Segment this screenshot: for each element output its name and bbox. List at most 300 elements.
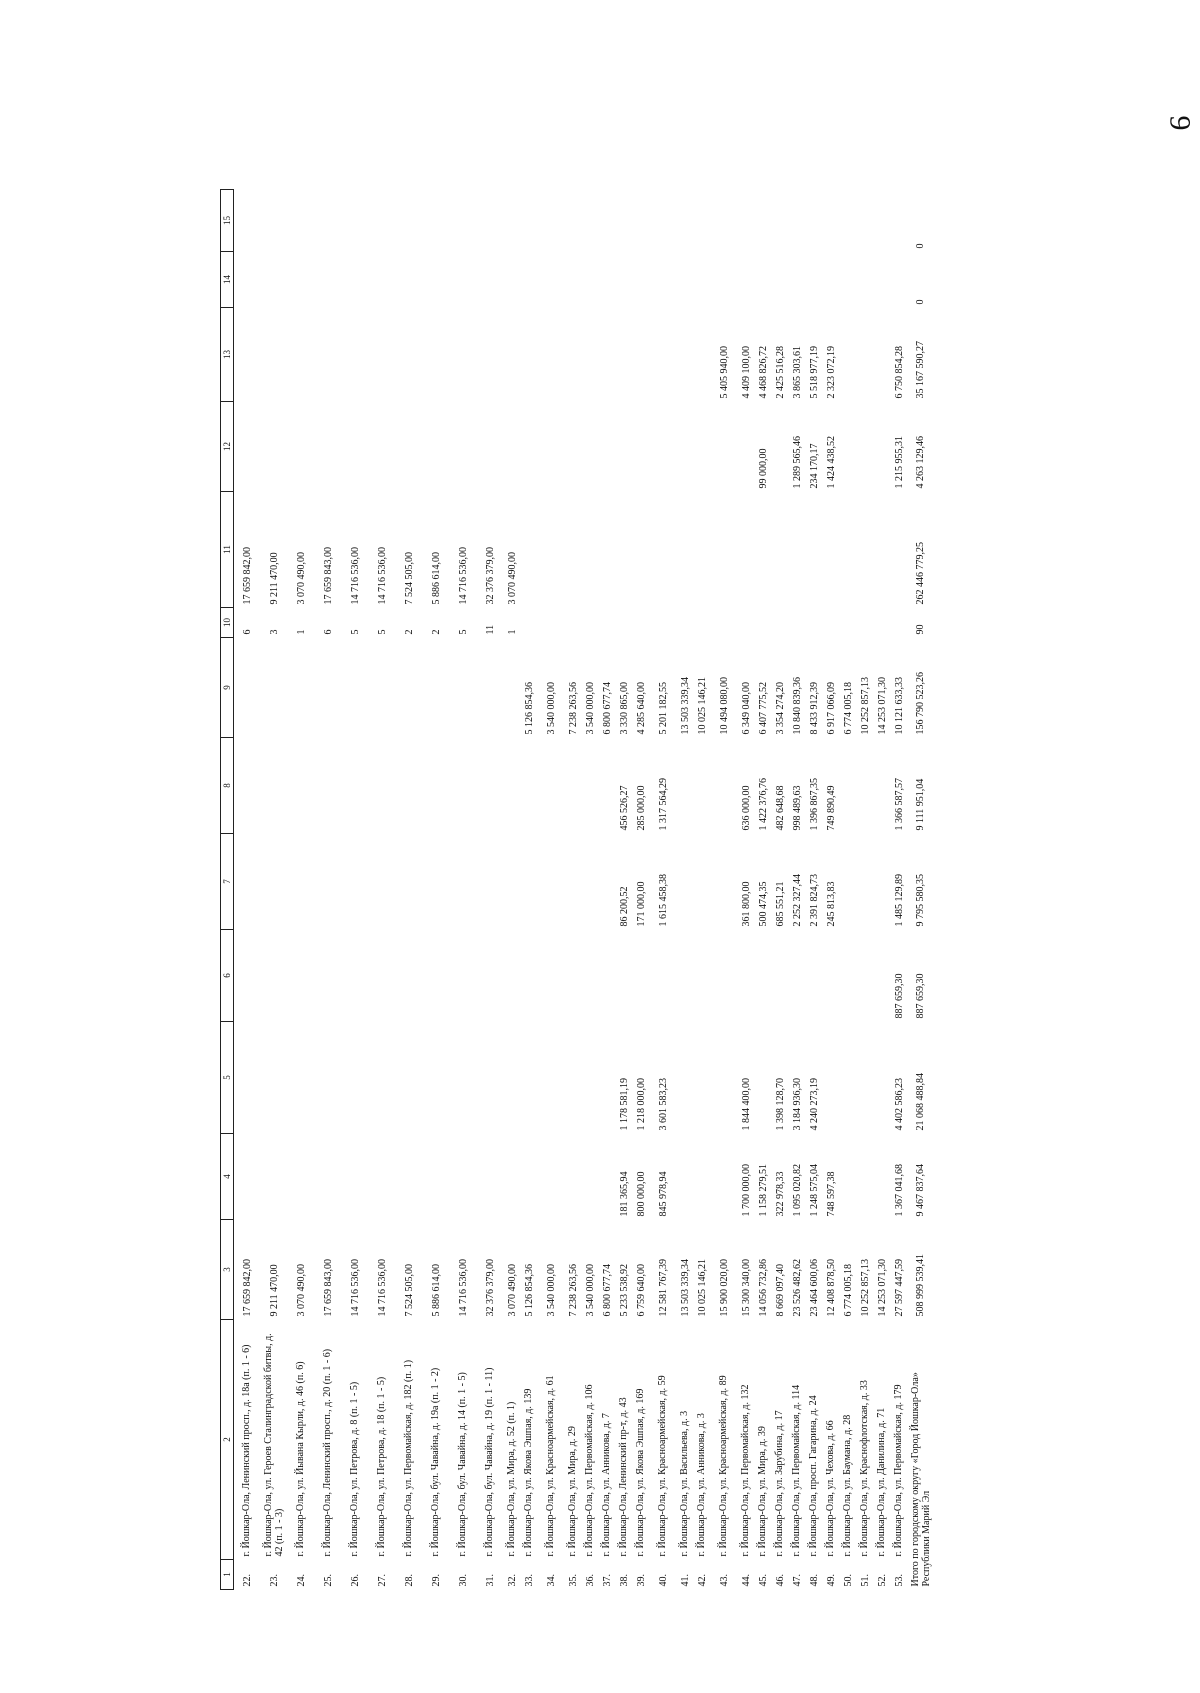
value-cell-c9: 6 800 677,74 <box>602 682 613 735</box>
value-cell-c12 <box>874 402 891 492</box>
value-cell-c14 <box>616 252 633 308</box>
value-cell-c7 <box>477 834 504 930</box>
value-cell-c7 <box>582 834 599 930</box>
value-cell-c11: 7 524 505,00 <box>404 552 415 605</box>
value-cell-c10 <box>857 608 874 638</box>
value-cell-c5 <box>755 1022 772 1134</box>
value-cell-c13 <box>423 308 450 402</box>
value-cell-c14 <box>565 252 582 308</box>
total-cell-c12: 4 263 129,46 <box>915 436 927 489</box>
value-cell-c6 <box>823 930 840 1022</box>
value-cell-c5 <box>261 1022 288 1134</box>
value-cell-c9: 5 201 182,55 <box>658 682 669 735</box>
value-cell-c7 <box>234 834 262 930</box>
value-cell-c7 <box>677 834 694 930</box>
value-cell-c11 <box>694 492 711 608</box>
value-cell-c12 <box>423 402 450 492</box>
value-cell-c4 <box>521 1134 538 1220</box>
value-cell-c5 <box>423 1022 450 1134</box>
address-cell: г. Йошкар-Ола, ул. Красноармейская, д. 61 <box>545 1375 557 1557</box>
table-row <box>755 190 772 1590</box>
value-cell-c6 <box>582 930 599 1022</box>
value-cell-c12 <box>521 402 538 492</box>
value-cell-c11: 9 211 470,00 <box>269 552 280 605</box>
value-cell-c4 <box>677 1134 694 1220</box>
column-header-12: 12 <box>221 402 234 492</box>
row-number: 53. <box>894 1574 905 1587</box>
value-cell-c9: 3 540 000,00 <box>585 682 596 735</box>
value-cell-c6 <box>755 930 772 1022</box>
value-cell-c14 <box>823 252 840 308</box>
value-cell-c13: 6 750 854,28 <box>894 346 905 399</box>
value-cell-c8 <box>504 738 521 834</box>
value-cell-c11 <box>616 492 633 608</box>
row-number: 49. <box>826 1574 837 1587</box>
value-cell-c3: 3 540 000,00 <box>546 1264 557 1317</box>
total-cell-c3: 508 999 539,41 <box>915 1254 927 1317</box>
value-cell-c7: 685 551,21 <box>775 881 786 927</box>
value-cell-c6 <box>711 930 738 1022</box>
value-cell-c10 <box>565 608 582 638</box>
value-cell-c3: 14 716 536,00 <box>377 1259 388 1317</box>
value-cell-c8 <box>423 738 450 834</box>
value-cell-c3: 3 070 490,00 <box>507 1264 518 1317</box>
value-cell-c8 <box>874 738 891 834</box>
row-number: 43. <box>719 1574 730 1587</box>
value-cell-c4 <box>234 1134 262 1220</box>
value-cell-c12 <box>504 402 521 492</box>
value-cell-c15 <box>755 190 772 252</box>
value-cell-c3: 5 126 854,36 <box>524 1264 535 1317</box>
value-cell-c11 <box>755 492 772 608</box>
value-cell-c14 <box>599 252 616 308</box>
value-cell-c15 <box>650 190 677 252</box>
value-cell-c13 <box>288 308 315 402</box>
value-cell-c8: 482 648,68 <box>775 785 786 831</box>
value-cell-c13 <box>396 308 423 402</box>
value-cell-c9: 7 238 263,56 <box>568 682 579 735</box>
table-row <box>261 190 288 1590</box>
table-row <box>369 190 396 1590</box>
value-cell-c10: 5 <box>458 629 469 635</box>
table-row <box>521 190 538 1590</box>
value-cell-c15 <box>521 190 538 252</box>
table-row <box>396 190 423 1590</box>
value-cell-c4: 1 158 279,51 <box>758 1164 769 1217</box>
value-cell-c10 <box>616 608 633 638</box>
value-cell-c9: 3 540 000,00 <box>546 682 557 735</box>
value-cell-c5 <box>565 1022 582 1134</box>
value-cell-c7: 1 615 458,38 <box>658 874 669 927</box>
value-cell-c8 <box>538 738 565 834</box>
value-cell-c15 <box>261 190 288 252</box>
address-cell: г. Йошкар-Ола, бул. Чавайна, д. 19а (п. 1 - 2) <box>430 1367 442 1557</box>
address-cell: г. Йошкар-Ола, ул. Зарубина, д. 17 <box>774 1410 786 1557</box>
value-cell-c7 <box>423 834 450 930</box>
value-cell-c11 <box>857 492 874 608</box>
value-cell-c4: 845 978,94 <box>658 1171 669 1217</box>
value-cell-c12 <box>857 402 874 492</box>
value-cell-c7: 2 391 824,73 <box>809 874 820 927</box>
value-cell-c8 <box>565 738 582 834</box>
value-cell-c12 <box>599 402 616 492</box>
value-cell-c3: 12 581 767,39 <box>658 1259 669 1317</box>
table-row <box>772 190 789 1590</box>
value-cell-c12 <box>840 402 857 492</box>
table-row <box>650 190 677 1590</box>
value-cell-c12 <box>650 402 677 492</box>
table-row <box>857 190 874 1590</box>
value-cell-c3: 13 503 339,34 <box>680 1259 691 1317</box>
value-cell-c14 <box>538 252 565 308</box>
column-header-3: 3 <box>221 1220 234 1320</box>
value-cell-c10 <box>677 608 694 638</box>
value-cell-c8: 1 317 564,29 <box>658 778 669 831</box>
value-cell-c6 <box>857 930 874 1022</box>
row-number: 27. <box>377 1574 388 1587</box>
total-cell-c4: 9 467 837,64 <box>915 1164 927 1217</box>
table-row <box>315 190 342 1590</box>
value-cell-c9: 3 330 865,00 <box>619 682 630 735</box>
value-cell-c10 <box>738 608 755 638</box>
value-cell-c9: 3 354 274,20 <box>775 682 786 735</box>
value-cell-c7: 1 485 129,89 <box>894 874 905 927</box>
value-cell-c7 <box>840 834 857 930</box>
value-cell-c6 <box>450 930 477 1022</box>
value-cell-c3: 6 759 640,00 <box>636 1264 647 1317</box>
value-cell-c9 <box>234 638 262 738</box>
value-cell-c4: 1 248 575,04 <box>809 1164 820 1217</box>
row-number: 31. <box>485 1574 496 1587</box>
value-cell-c10 <box>823 608 840 638</box>
header-row <box>221 190 234 1590</box>
value-cell-c8: 998 489,63 <box>792 785 803 831</box>
value-cell-c13: 2 323 072,19 <box>826 346 837 399</box>
value-cell-c14 <box>857 252 874 308</box>
page-number: 9 <box>1163 115 1197 131</box>
rotated-table-container <box>220 190 1020 1590</box>
value-cell-c5 <box>857 1022 874 1134</box>
address-cell: г. Йошкар-Ола, ул. Йывана Кырли, д. 46 (п. 6) <box>295 1361 307 1557</box>
value-cell-c6 <box>288 930 315 1022</box>
table-row <box>806 190 823 1590</box>
value-cell-c14 <box>694 252 711 308</box>
value-cell-c4 <box>694 1134 711 1220</box>
value-cell-c14 <box>582 252 599 308</box>
value-cell-c15 <box>772 190 789 252</box>
value-cell-c12: 1 289 565,46 <box>792 436 803 489</box>
column-header-15: 15 <box>221 190 234 252</box>
value-cell-c10: 11 <box>485 624 496 635</box>
value-cell-c15 <box>677 190 694 252</box>
value-cell-c5 <box>694 1022 711 1134</box>
row-number: 30. <box>458 1574 469 1587</box>
value-cell-c9 <box>315 638 342 738</box>
value-cell-c12 <box>677 402 694 492</box>
value-cell-c3: 5 886 614,00 <box>431 1264 442 1317</box>
value-cell-c11 <box>677 492 694 608</box>
column-header-11: 11 <box>221 492 234 608</box>
value-cell-c9 <box>504 638 521 738</box>
value-cell-c13: 5 518 977,19 <box>809 346 820 399</box>
value-cell-c13 <box>450 308 477 402</box>
value-cell-c8: 1 422 376,76 <box>758 778 769 831</box>
value-cell-c7 <box>565 834 582 930</box>
value-cell-c6 <box>261 930 288 1022</box>
total-cell-c5: 21 068 488,84 <box>915 1073 927 1131</box>
value-cell-c8: 285 000,00 <box>636 785 647 831</box>
row-number: 34. <box>546 1574 557 1587</box>
column-header-4: 4 <box>221 1134 234 1220</box>
value-cell-c11: 14 716 536,00 <box>458 547 469 605</box>
value-cell-c10 <box>694 608 711 638</box>
row-number: 40. <box>658 1574 669 1587</box>
value-cell-c7 <box>288 834 315 930</box>
value-cell-c5 <box>711 1022 738 1134</box>
value-cell-c7 <box>874 834 891 930</box>
total-cell-c15: 0 <box>915 243 927 249</box>
value-cell-c14 <box>261 252 288 308</box>
value-cell-c11 <box>806 492 823 608</box>
address-cell: г. Йошкар-Ола, ул. Петрова, д. 18 (п. 1 - 5) <box>376 1376 388 1557</box>
column-header-6: 6 <box>221 930 234 1022</box>
row-number: 25. <box>323 1574 334 1587</box>
value-cell-c14 <box>738 252 755 308</box>
column-header-14: 14 <box>221 252 234 308</box>
value-cell-c5 <box>396 1022 423 1134</box>
value-cell-c8 <box>694 738 711 834</box>
value-cell-c9: 10 025 146,21 <box>697 677 708 735</box>
value-cell-c3: 10 252 857,13 <box>860 1259 871 1317</box>
address-cell: г. Йошкар-Ола, ул. Героев Сталинградской битвы, д. 42 (п. 1 - 3) <box>263 1333 285 1557</box>
table-row <box>342 190 369 1590</box>
value-cell-c10: 6 <box>323 629 334 635</box>
value-cell-c14 <box>840 252 857 308</box>
total-cell-c8: 9 111 951,04 <box>915 778 927 831</box>
address-cell: г. Йошкар-Ола, ул. Первомайская, д. 132 <box>740 1384 752 1557</box>
value-cell-c10: 5 <box>377 629 388 635</box>
value-cell-c14 <box>874 252 891 308</box>
address-cell: г. Йошкар-Ола, ул. Первомайская, д. 106 <box>584 1384 596 1557</box>
row-number: 26. <box>350 1574 361 1587</box>
value-cell-c6 <box>342 930 369 1022</box>
value-cell-c5 <box>450 1022 477 1134</box>
total-label: Итого по городскому округу «Город Йошкар-Ола» Республики Марий Эл <box>910 1372 932 1587</box>
value-cell-c5 <box>477 1022 504 1134</box>
value-cell-c9: 8 433 912,39 <box>809 682 820 735</box>
value-cell-c8: 1 366 587,57 <box>894 778 905 831</box>
total-cell-c9: 156 790 523,26 <box>915 672 927 735</box>
value-cell-c11 <box>521 492 538 608</box>
value-cell-c9: 6 917 066,09 <box>826 682 837 735</box>
value-cell-c14 <box>315 252 342 308</box>
value-cell-c8 <box>234 738 262 834</box>
value-cell-c10 <box>806 608 823 638</box>
value-cell-c10 <box>633 608 650 638</box>
table-row <box>234 190 262 1590</box>
value-cell-c14 <box>711 252 738 308</box>
value-cell-c12 <box>772 402 789 492</box>
value-cell-c7 <box>711 834 738 930</box>
value-cell-c10 <box>755 608 772 638</box>
value-cell-c4: 800 000,00 <box>636 1171 647 1217</box>
address-cell: г. Йошкар-Ола, ул. Баумана, д. 28 <box>842 1414 854 1557</box>
value-cell-c7: 361 800,00 <box>741 881 752 927</box>
value-cell-c5: 1 218 000,00 <box>636 1078 647 1131</box>
table-row <box>582 190 599 1590</box>
value-cell-c15 <box>874 190 891 252</box>
value-cell-c15 <box>450 190 477 252</box>
value-cell-c15 <box>504 190 521 252</box>
address-cell: г. Йошкар-Ола, бул. Чавайна, д. 19 (п. 1 - 11) <box>484 1367 496 1557</box>
value-cell-c12 <box>616 402 633 492</box>
value-cell-c13 <box>874 308 891 402</box>
value-cell-c3: 27 597 447,59 <box>894 1259 905 1317</box>
value-cell-c5: 4 402 586,23 <box>894 1078 905 1131</box>
value-cell-c11: 3 070 490,00 <box>507 552 518 605</box>
value-cell-c9 <box>423 638 450 738</box>
value-cell-c10 <box>521 608 538 638</box>
value-cell-c8 <box>521 738 538 834</box>
address-cell: г. Йошкар-Ола, ул. Якова Эшпая, д. 169 <box>635 1388 647 1557</box>
table-body <box>234 190 936 1590</box>
value-cell-c15 <box>633 190 650 252</box>
value-cell-c5 <box>288 1022 315 1134</box>
total-cell-c10: 90 <box>915 624 927 635</box>
value-cell-c12 <box>633 402 650 492</box>
value-cell-c8 <box>315 738 342 834</box>
value-cell-c14 <box>288 252 315 308</box>
value-cell-c12 <box>369 402 396 492</box>
address-cell: г. Йошкар-Ола, бул. Чавайна, д. 14 (п. 1 - 5) <box>457 1372 469 1557</box>
value-cell-c8 <box>582 738 599 834</box>
value-cell-c3: 7 238 263,56 <box>568 1264 579 1317</box>
value-cell-c15 <box>857 190 874 252</box>
value-cell-c3: 23 464 600,06 <box>809 1259 820 1317</box>
value-cell-c3: 14 716 536,00 <box>458 1259 469 1317</box>
value-cell-c10: 5 <box>350 629 361 635</box>
table-row <box>423 190 450 1590</box>
value-cell-c5: 1 844 400,00 <box>741 1078 752 1131</box>
value-cell-c11 <box>565 492 582 608</box>
table-row <box>450 190 477 1590</box>
value-cell-c8 <box>450 738 477 834</box>
column-header-13: 13 <box>221 308 234 402</box>
value-cell-c15 <box>738 190 755 252</box>
value-cell-c9 <box>369 638 396 738</box>
value-cell-c8 <box>342 738 369 834</box>
value-cell-c13 <box>650 308 677 402</box>
value-cell-c9 <box>288 638 315 738</box>
value-cell-c5: 3 184 936,30 <box>792 1078 803 1131</box>
value-cell-c6 <box>477 930 504 1022</box>
value-cell-c7 <box>538 834 565 930</box>
row-number: 48. <box>809 1574 820 1587</box>
value-cell-c7 <box>342 834 369 930</box>
value-cell-c4 <box>450 1134 477 1220</box>
table-row <box>504 190 521 1590</box>
value-cell-c3: 14 253 071,30 <box>877 1259 888 1317</box>
value-cell-c6 <box>538 930 565 1022</box>
value-cell-c10 <box>538 608 565 638</box>
value-cell-c9: 10 252 857,13 <box>860 677 871 735</box>
address-cell: г. Йошкар-Ола, ул. Краснофлотская, д. 33 <box>859 1380 871 1557</box>
value-cell-c5 <box>823 1022 840 1134</box>
column-header-7: 7 <box>221 834 234 930</box>
value-cell-c12 <box>315 402 342 492</box>
value-cell-c6 <box>565 930 582 1022</box>
value-cell-c8: 456 526,27 <box>619 785 630 831</box>
value-cell-c14 <box>521 252 538 308</box>
value-cell-c4 <box>857 1134 874 1220</box>
value-cell-c5 <box>582 1022 599 1134</box>
value-cell-c3: 5 233 538,92 <box>619 1264 630 1317</box>
value-cell-c10 <box>711 608 738 638</box>
value-cell-c3: 10 025 146,21 <box>697 1259 708 1317</box>
value-cell-c9: 10 840 839,36 <box>792 677 803 735</box>
value-cell-c15 <box>565 190 582 252</box>
value-cell-c13 <box>633 308 650 402</box>
value-cell-c11 <box>840 492 857 608</box>
value-cell-c7 <box>450 834 477 930</box>
value-cell-c4 <box>423 1134 450 1220</box>
value-cell-c6 <box>874 930 891 1022</box>
value-cell-c15 <box>840 190 857 252</box>
table-row <box>840 190 857 1590</box>
value-cell-c6 <box>315 930 342 1022</box>
address-cell: г. Йошкар-Ола, Ленинский пр-т, д. 43 <box>618 1397 630 1557</box>
value-cell-c3: 6 800 677,74 <box>602 1264 613 1317</box>
value-cell-c6 <box>616 930 633 1022</box>
table-row <box>789 190 806 1590</box>
value-cell-c12 <box>538 402 565 492</box>
value-cell-c7 <box>504 834 521 930</box>
row-number: 37. <box>602 1574 613 1587</box>
value-cell-c6 <box>396 930 423 1022</box>
value-cell-c7: 500 474,35 <box>758 881 769 927</box>
value-cell-c6 <box>806 930 823 1022</box>
value-cell-c10 <box>582 608 599 638</box>
value-cell-c6 <box>521 930 538 1022</box>
value-cell-c10: 2 <box>404 629 415 635</box>
address-cell: г. Йошкар-Ола, ул. Анникова, д. 3 <box>696 1413 708 1557</box>
value-cell-c13 <box>599 308 616 402</box>
value-cell-c4: 1 700 000,00 <box>741 1164 752 1217</box>
value-cell-c12 <box>342 402 369 492</box>
address-cell: г. Йошкар-Ола, ул. Красноармейская, д. 59 <box>657 1375 669 1557</box>
value-cell-c3: 3 540 000,00 <box>585 1264 596 1317</box>
value-cell-c9: 10 121 633,33 <box>894 677 905 735</box>
value-cell-c10: 6 <box>242 629 253 635</box>
value-cell-c8 <box>599 738 616 834</box>
value-cell-c11 <box>650 492 677 608</box>
value-cell-c9: 10 494 080,00 <box>719 677 730 735</box>
value-cell-c11 <box>874 492 891 608</box>
table-row <box>711 190 738 1590</box>
value-cell-c3: 17 659 843,00 <box>323 1259 334 1317</box>
total-cell-c7: 9 795 580,35 <box>915 874 927 927</box>
value-cell-c15 <box>315 190 342 252</box>
row-number: 39. <box>636 1574 647 1587</box>
value-cell-c5 <box>840 1022 857 1134</box>
row-number: 45. <box>758 1574 769 1587</box>
value-cell-c11 <box>738 492 755 608</box>
value-cell-c14 <box>396 252 423 308</box>
value-cell-c6 <box>789 930 806 1022</box>
value-cell-c4 <box>874 1134 891 1220</box>
value-cell-c14 <box>369 252 396 308</box>
column-header-2: 2 <box>221 1320 234 1560</box>
